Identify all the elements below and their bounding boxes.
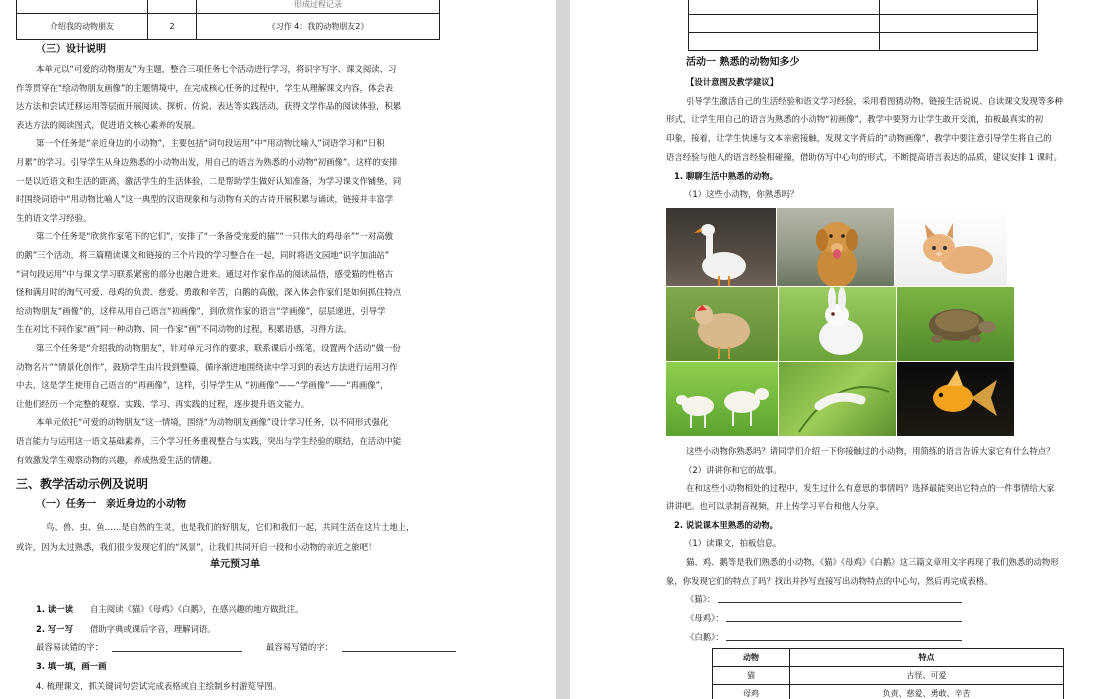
- paragraph-line: 生在对比不同作家“画”同一种动物、同一作家“画”不同动物的过程，积累语感，习得方法。: [16, 324, 352, 335]
- worksheet-title: 单元预习单: [210, 559, 260, 570]
- paragraph-line: 生的语文学习经验。: [16, 212, 92, 223]
- step-heading: 1. 聊聊生活中熟悉的动物。: [674, 171, 779, 181]
- table-cell: 负责、慈爱、勇敢、辛苦: [790, 685, 1064, 699]
- item-text: 4. 梳理课文，抓关键词句尝试完成表格或自主绘制乡村游览导图。: [36, 681, 282, 691]
- paragraph-line: 第三个任务是“介绍我的动物朋友”，针对单元习作的要求，联系课后小练笔，设置两个活动“做一份: [36, 343, 401, 353]
- animal-traits-table: [712, 648, 1064, 699]
- goose-photo: [666, 208, 776, 286]
- rabbit-photo: [779, 287, 896, 361]
- paragraph-line: 月累”的学习。引导学生从身边熟悉的小动物出发，用自己的语言为熟悉的小动物“初画像”。这样的安排: [16, 157, 398, 167]
- lambs-photo: [666, 362, 778, 436]
- dog-photo: [777, 208, 894, 286]
- question: （1）读课文，拍板信息。: [684, 538, 782, 548]
- table-header: 动物: [713, 649, 790, 667]
- fill-label: 《母鸡》：: [686, 613, 724, 623]
- intro-line: 鸟、兽、虫、鱼……是自然的生灵，也是我们的好朋友，它们和我们一起，共同生活在这片土地上，: [46, 522, 415, 532]
- table-header: 特点: [790, 649, 1064, 667]
- paragraph-line: 动物名片”“情景化创作”，鼓励学生由片段到整篇，循序渐进地围绕读中学习到的表达方法进行运用习作: [16, 361, 398, 372]
- item-label: 3. 填一填，画一画: [36, 661, 107, 671]
- table-cell: 古怪、可爱: [790, 667, 1064, 685]
- read-line: 猫、鸡、鹅等是我们熟悉的小动物，《猫》《母鸡》《白鹅》这三篇文章用文字再现了我们熟悉的动物形: [686, 557, 1059, 567]
- intro-line: 或许，因为太过熟悉，我们很少发现它们的“风景”，让我们共同开启一段和小动物的亲近之旅吧！: [16, 542, 377, 552]
- paragraph-line: 中去，这是学生使用自己语言的“再画像”，这样，引导学生从 “初画像”——“学画像”——“再画像”，: [16, 380, 389, 391]
- paragraph-line: 的鹅”三个活动，将三篇精读课文和链接的三个片段的学习整合在一起，同时将语文园地“识字加油站”: [16, 250, 390, 260]
- paragraph-line: 让他们经历一个完整的观察、实践、学习、再实践的过程，逐步提升语文能力。: [16, 398, 310, 409]
- intent-line: 语言经验与他人的语言经验相碰撞，借助仿写中心句的形式，不断提高语言表达的品质，建议安排 1 课时。: [666, 152, 1062, 162]
- write-label: 最容易写错的字：: [266, 642, 333, 652]
- item-label: 2. 写一写: [36, 624, 74, 634]
- silkworm-photo: [779, 362, 896, 436]
- fill-label: 《猫》：: [686, 594, 716, 604]
- paragraph-line: “词句段运用”中与课文学习联系紧密的部分也融合进来。通过对作家作品的阅读品悟，感受猫的性格古: [16, 268, 394, 279]
- intent-line: 形式，让学生用自己的语言为熟悉的小动物“初画像”，教学中要努力让学生敢开交流，拍板最真实的初: [666, 114, 1044, 124]
- write-label: 最容易读错的字：: [36, 642, 103, 652]
- goldfish-photo: [897, 362, 1014, 436]
- top-empty-table: [688, 0, 1038, 51]
- activity-heading: 活动一 熟悉的动物知多少: [686, 57, 800, 68]
- after-photos-text: 这些小动物你熟悉吗？请同学们介绍一下你接触过的小动物，用简练的语言告诉大家它有什么特点？: [686, 446, 1055, 456]
- question: （1）这些小动物，你熟悉吗？: [684, 189, 799, 199]
- answer-line[interactable]: [342, 651, 456, 652]
- paragraph-line: 一是以近语文和生活的距离，激活学生的生活体验，二是帮助学生做好认知准备，为学习课文作铺垫，同: [16, 175, 402, 186]
- answer-line[interactable]: [718, 602, 962, 603]
- table-cut-cell: 形成过程记录: [197, 0, 440, 14]
- paragraph-line: 达方法和尝试迁移运用等层面开展阅读、探析、仿说、表达等实践活动，获得文学作品的阅读体验，积累: [16, 101, 402, 112]
- section-heading: 三、教学活动示例及说明: [16, 477, 149, 491]
- answer-line[interactable]: [726, 640, 962, 641]
- page-gap: [556, 0, 570, 699]
- step-heading: 2. 说说课本里熟悉的动物。: [674, 520, 779, 530]
- paragraph-line: 作等贯穿在“绘动物朋友画像”的主题情境中，在完成核心任务的过程中，学生从理解课文内容，体会表: [16, 82, 394, 93]
- read-line: 象，你发现它们的特点了吗？找出并抄写直接写出动物特点的中心句，然后再完成表格。: [666, 576, 993, 586]
- turtle-photo: [897, 287, 1014, 361]
- paragraph-line: 给动物朋友“画像”的，这样从用自己语言“初画像”，到欣赏作家的语言“学画像”，层层递进，引导学: [16, 305, 386, 316]
- paragraph-line: 语言能力与运用这一语文基础素养，三个学习任务重视整合与实践，突出与学生经验的联结，在活动中能: [16, 436, 402, 446]
- section-heading: （三）设计说明: [36, 44, 106, 55]
- hen-photo: [666, 287, 778, 361]
- paragraph-line: 本单元依托“可爱的动物朋友”这一情境，围绕“为动物朋友画像”设计学习任务，以不同形式强化: [36, 417, 389, 428]
- item-text: 自主阅读《猫》《母鸡》《白鹅》，在感兴趣的地方做批注。: [90, 604, 304, 614]
- paragraph-line: 表达方法的阅读图式，促进语文核心素养的发展。: [16, 119, 201, 130]
- paragraph-line: 时围绕词语中“用动物比喻人”这一典型的汉语现象和与动物有关的古诗开展积累与诵读，链接并丰富学: [16, 194, 394, 205]
- answer-line[interactable]: [726, 621, 962, 622]
- table-cell: 2: [148, 14, 197, 40]
- story-line: 在和这些小动物相处的过程中，发生过什么有意思的事情吗？选择最能突出它特点的一件事情给大家: [686, 483, 1055, 493]
- paragraph-line: 第二个任务是“欣赏作家笔下的它们”，安排了“一条备受宠爱的猫”“一只伟大的鸡母亲”“一对高傲: [36, 231, 393, 242]
- right-document-page: [570, 0, 1112, 699]
- item-label: 1. 读一读: [36, 604, 74, 614]
- item-text: 借助字典或课后字音，理解词语。: [90, 624, 216, 634]
- intent-line: 引导学生激活自己的生活经验和语文学习经验，采用看图猜动物、链接生活说说、自读课文发现等多种: [686, 96, 1063, 106]
- fill-label: 《白鹅》：: [686, 632, 724, 642]
- top-summary-table: [16, 0, 440, 40]
- story-line: 讲讲吧。也可以录制音视频，并上传学习平台和他人分享。: [666, 501, 884, 511]
- table-cell: 猫: [713, 667, 790, 685]
- task-heading: （一）任务一 亲近身边的小动物: [36, 499, 186, 510]
- paragraph-line: 本单元以“可爱的动物朋友”为主题，整合三项任务七个活动进行学习，将识字写字、课文阅读、习: [36, 64, 397, 74]
- table-cell: 介绍我的动物朋友: [17, 14, 148, 40]
- paragraph-line: 第一个任务是“亲近身边的小动物”，主要包括“词句段运用”中“用动物比喻人”词语学习和“日积: [36, 138, 385, 149]
- table-cell: 母鸡: [713, 685, 790, 699]
- table-cell: 《习作 4：我的动物朋友2》: [197, 14, 440, 40]
- paragraph-line: 有效激发学生观察动物的兴趣，养成热爱生活的情趣。: [16, 454, 217, 465]
- cat-photo: [895, 208, 1007, 286]
- answer-line[interactable]: [112, 651, 242, 652]
- intent-line: 印象，接着，让学生快速与文本亲密接触，发现文字背后的“动物画像”，教学中要注意引导学生将自己的: [666, 133, 1052, 143]
- question: （2）讲讲你和它的故事。: [684, 465, 782, 475]
- design-intent-heading: 【设计意图及教学建议】: [686, 77, 779, 87]
- paragraph-line: 怪和满月时的淘气可爱、母鸡的负责、慈爱、勇敢和辛苦，白鹅的高傲，深入体会作家们是如何抓住特点: [16, 287, 402, 298]
